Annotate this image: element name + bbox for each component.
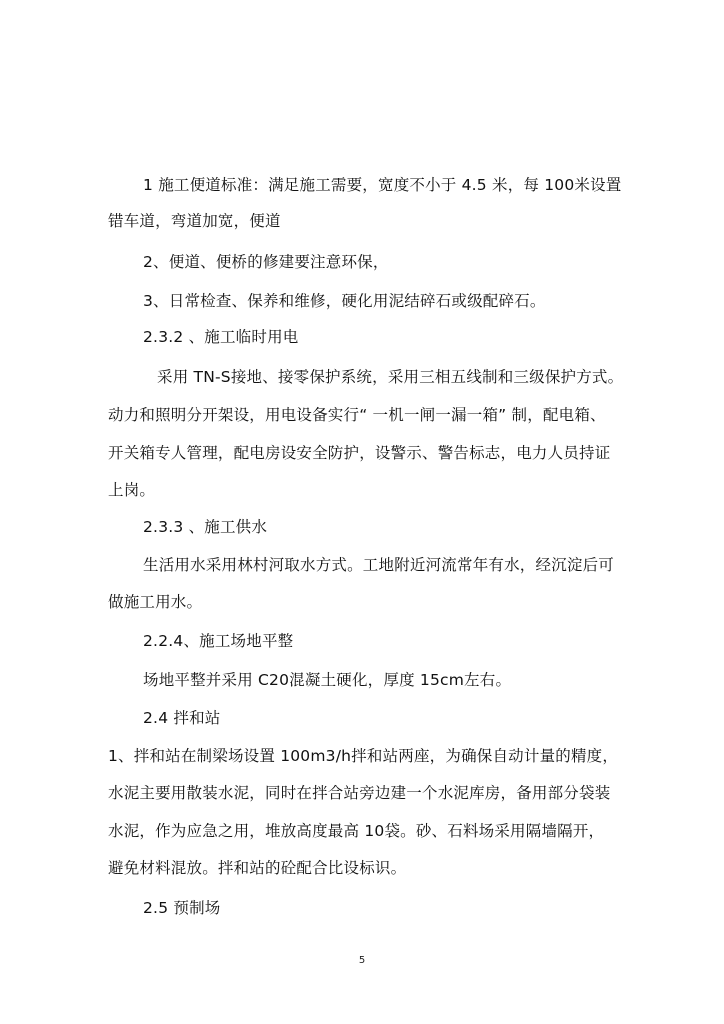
text-line: 1 施工便道标准：满足施工需要，宽度不小于 4.5 米，每 100米设置 xyxy=(143,176,622,194)
text-line: 采用 TN-S接地、接零保护系统，采用三相五线制和三级保护方式。 xyxy=(157,368,624,386)
text-line: 3、日常检查、保养和维修，硬化用泥结碎石或级配碎石。 xyxy=(143,292,546,310)
text-line: 动力和照明分开架设，用电设备实行“ 一机一闸一漏一箱” 制，配电箱、 xyxy=(108,406,606,424)
section-heading: 2.4 拌和站 xyxy=(143,709,221,727)
section-heading: 2.3.3 、施工供水 xyxy=(143,518,268,536)
text-line: 开关箱专人管理，配电房设安全防护，设警示、警告标志，电力人员持证 xyxy=(108,444,611,462)
section-heading: 2.2.4、施工场地平整 xyxy=(143,632,294,650)
text-line: 生活用水采用林村河取水方式。工地附近河流常年有水，经沉淀后可 xyxy=(143,556,615,574)
text-line: 水泥主要用散装水泥，同时在拌合站旁边建一个水泥库房，备用部分袋装 xyxy=(108,784,611,802)
text-line: 上岗。 xyxy=(108,481,156,499)
text-line: 避免材料混放。拌和站的砼配合比设标识。 xyxy=(108,859,407,877)
text-line: 做施工用水。 xyxy=(108,593,203,611)
text-line: 场地平整并采用 C20混凝土硬化，厚度 15cm左右。 xyxy=(143,671,512,689)
section-heading: 2.3.2 、施工临时用电 xyxy=(143,328,299,346)
text-line: 1、拌和站在制梁场设置 100m3/h拌和站两座，为确保自动计量的精度， xyxy=(108,747,619,765)
text-line: 错车道，弯道加宽，便道 xyxy=(108,212,281,230)
text-line: 2、便道、便桥的修建要注意环保， xyxy=(143,253,389,271)
section-heading: 2.5 预制场 xyxy=(143,899,221,917)
page-number: 5 xyxy=(358,955,366,966)
text-line: 水泥，作为应急之用，堆放高度最高 10袋。砂、石料场采用隔墙隔开， xyxy=(108,822,605,840)
